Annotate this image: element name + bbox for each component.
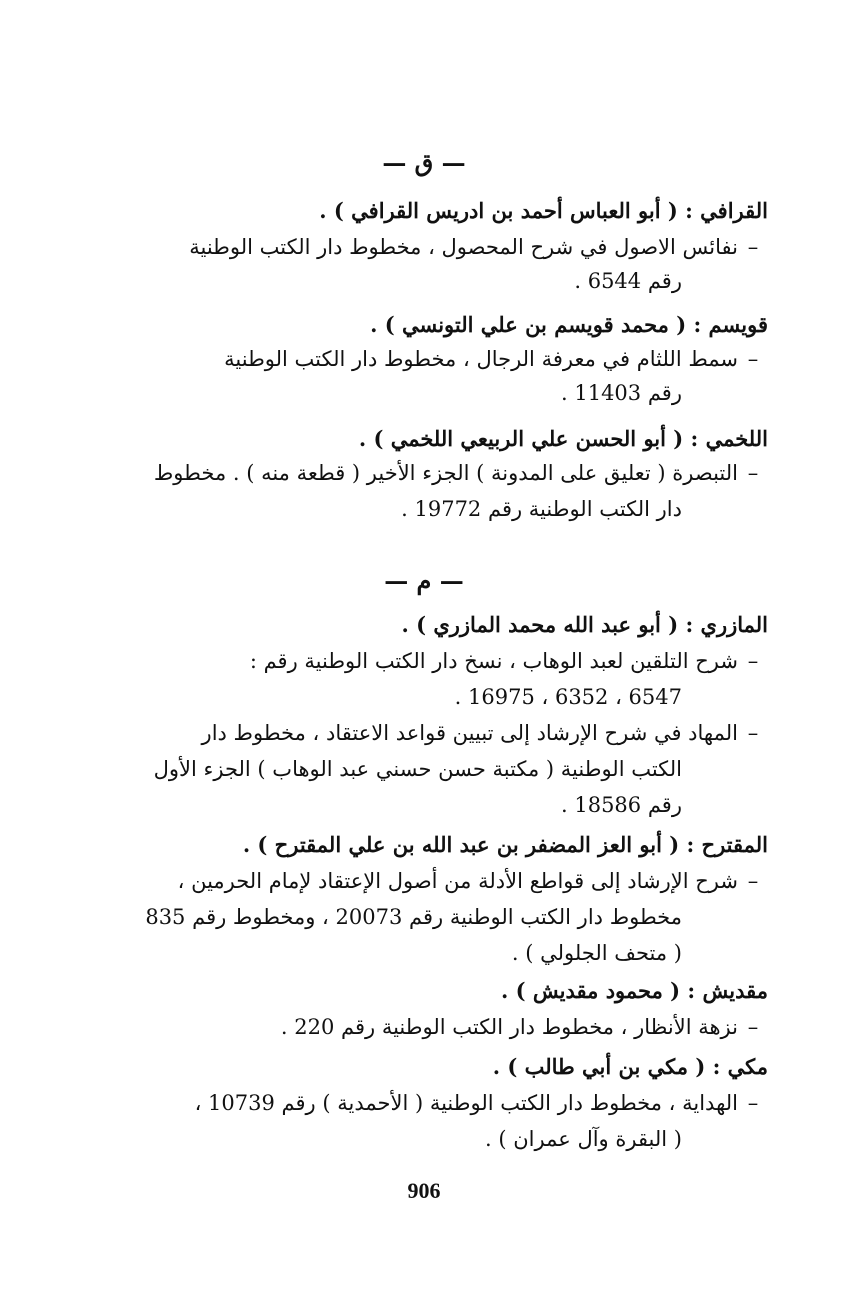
dash-marker: –: [747, 347, 759, 371]
entry-work-text: الهداية ، مخطوط دار الكتب الوطنية ( الأحمدية ) رقم 10739 ،: [194, 1091, 738, 1115]
entry-author-maqdish: مقديش : ( محمود مقديش ) .: [501, 978, 768, 1003]
entry-work-text: نزهة الأنظار ، مخطوط دار الكتب الوطنية رقم 220 .: [280, 1015, 738, 1039]
entry-author-makki: مكي : ( مكي بن أبي طالب ) .: [492, 1054, 768, 1079]
entry-work-text: نفائس الاصول في شرح المحصول ، مخطوط دار الكتب الوطنية: [189, 235, 738, 259]
entry-author-mazari: المازري : ( أبو عبد الله محمد المازري ) .: [401, 612, 768, 637]
entry-work-line: [60, 646, 768, 676]
dash-marker: –: [747, 869, 759, 893]
entry-work-continuation: ( البقرة وآل عمران ) .: [485, 1127, 682, 1151]
entry-work-line: [60, 458, 768, 488]
entry-work-line: [60, 344, 768, 374]
entry-author-muqtarah: المقترح : ( أبو العز المضفر بن عبد الله بن علي المقترح ) .: [242, 832, 768, 857]
dash-marker: –: [747, 1015, 759, 1039]
entry-work-continuation: رقم 11403 .: [560, 381, 682, 405]
page-number: 906: [407, 1178, 441, 1203]
section-divider-mim: — م —: [384, 566, 464, 595]
dash-marker: –: [747, 461, 759, 485]
entry-work-text: شرح التلقين لعبد الوهاب ، نسخ دار الكتب الوطنية رقم :: [249, 649, 738, 673]
entry-work-line: [60, 718, 768, 748]
dash-marker: –: [747, 1091, 759, 1115]
entry-work-text: المهاد في شرح الإرشاد إلى تبيين قواعد الاعتقاد ، مخطوط دار: [201, 721, 738, 745]
entry-work-continuation: ( متحف الجلولي ) .: [511, 941, 682, 965]
entry-work-line: [60, 866, 768, 896]
entry-work-continuation: رقم 6544 .: [574, 269, 682, 293]
entry-work-text: التبصرة ( تعليق على المدونة ) الجزء الأخير ( قطعة منه ) . مخطوط: [153, 461, 738, 485]
entry-work-line: [60, 1088, 768, 1118]
entry-work-continuation: 6547 ، 6352 ، 16975 .: [454, 685, 682, 709]
section-divider-qaf: — ق —: [382, 148, 466, 177]
entry-work-text: شرح الإرشاد إلى قواطع الأدلة من أصول الإعتقاد لإمام الحرمين ،: [177, 869, 738, 893]
entry-work-line: [60, 232, 768, 262]
entry-work-continuation: الكتب الوطنية ( مكتبة حسن حسني عبد الوهاب ) الجزء الأول: [153, 757, 682, 781]
entry-work-continuation: دار الكتب الوطنية رقم 19772 .: [401, 497, 682, 521]
entry-author-qarafi: القرافي : ( أبو العباس أحمد بن ادريس القرافي ) .: [319, 198, 768, 223]
entry-work-text: سمط اللثام في معرفة الرجال ، مخطوط دار الكتب الوطنية: [224, 347, 738, 371]
entry-author-lakhmi: اللخمي : ( أبو الحسن علي الربيعي اللخمي ) .: [358, 426, 768, 451]
dash-marker: –: [747, 721, 759, 745]
entry-work-continuation: رقم 18586 .: [560, 793, 682, 817]
entry-author-qwisem: قويسم : ( محمد قويسم بن علي التونسي ) .: [370, 312, 768, 337]
entry-work-continuation: مخطوط دار الكتب الوطنية رقم 20073 ، ومخطوط رقم 835: [145, 905, 682, 929]
dash-marker: –: [747, 235, 759, 259]
entry-work-line: [60, 1012, 768, 1042]
dash-marker: –: [747, 649, 759, 673]
